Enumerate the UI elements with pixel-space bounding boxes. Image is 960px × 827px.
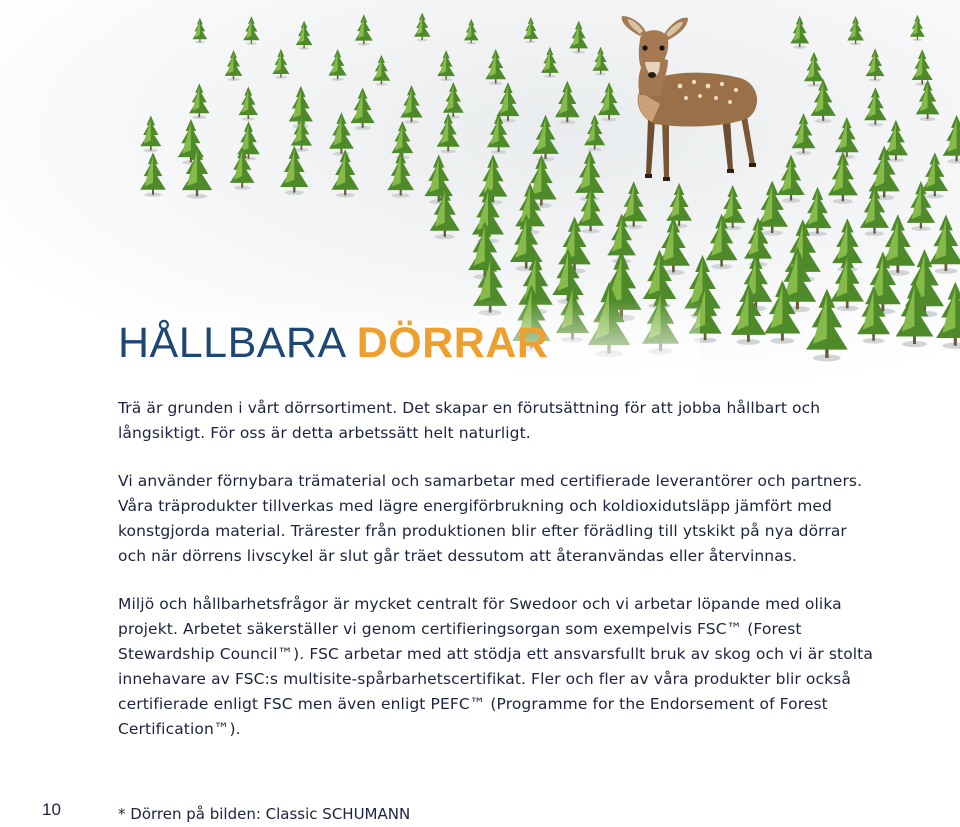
body-text bbox=[118, 396, 878, 742]
image-footnote: * Dörren på bilden: Classic SCHUMANN bbox=[118, 805, 411, 823]
paragraph-materials: Vi använder förnybara trämaterial och samarbetar med certifierade leverantörer och partners. Våra träprodukter tillverkas med lägre energiförbrukning och koldioxidutsläpp jämfört med konstgjorda material. Trärester från produktionen blir efter förädling till ytskikt på nya dörrar och när dörrens livscykel är slut går träet dessutom att återanvändas eller återvinnas. bbox=[118, 472, 863, 565]
page-number: 10 bbox=[42, 800, 61, 819]
page-title bbox=[118, 320, 548, 367]
paragraph-intro: Trä är grunden i vårt dörrsortiment. Det skapar en förutsättning för att jobba hållbart och långsiktigt. För oss är detta arbetssätt helt naturligt. bbox=[118, 399, 821, 442]
paragraph-certification: Miljö och hållbarhetsfrågor är mycket centralt för Swedoor och vi arbetar löpande med olika projekt. Arbetet säkerställer vi genom certifieringsorgan som exempelvis FSC™ (Forest Stewardship Council™). FSC arbetar med att stödja ett ansvarsfullt bruk av skog och vi är stolta innehavare av FSC:s multisite-spårbarhetscertifikat. Fler och fler av våra produkter blir också certifierade enligt FSC men även enligt PEFC™ (Programme for the Endorsement of Forest Certification™). bbox=[118, 595, 873, 738]
title-accent: DÖRRAR bbox=[356, 319, 549, 367]
title-plain: HÅLLBARA bbox=[118, 319, 345, 367]
